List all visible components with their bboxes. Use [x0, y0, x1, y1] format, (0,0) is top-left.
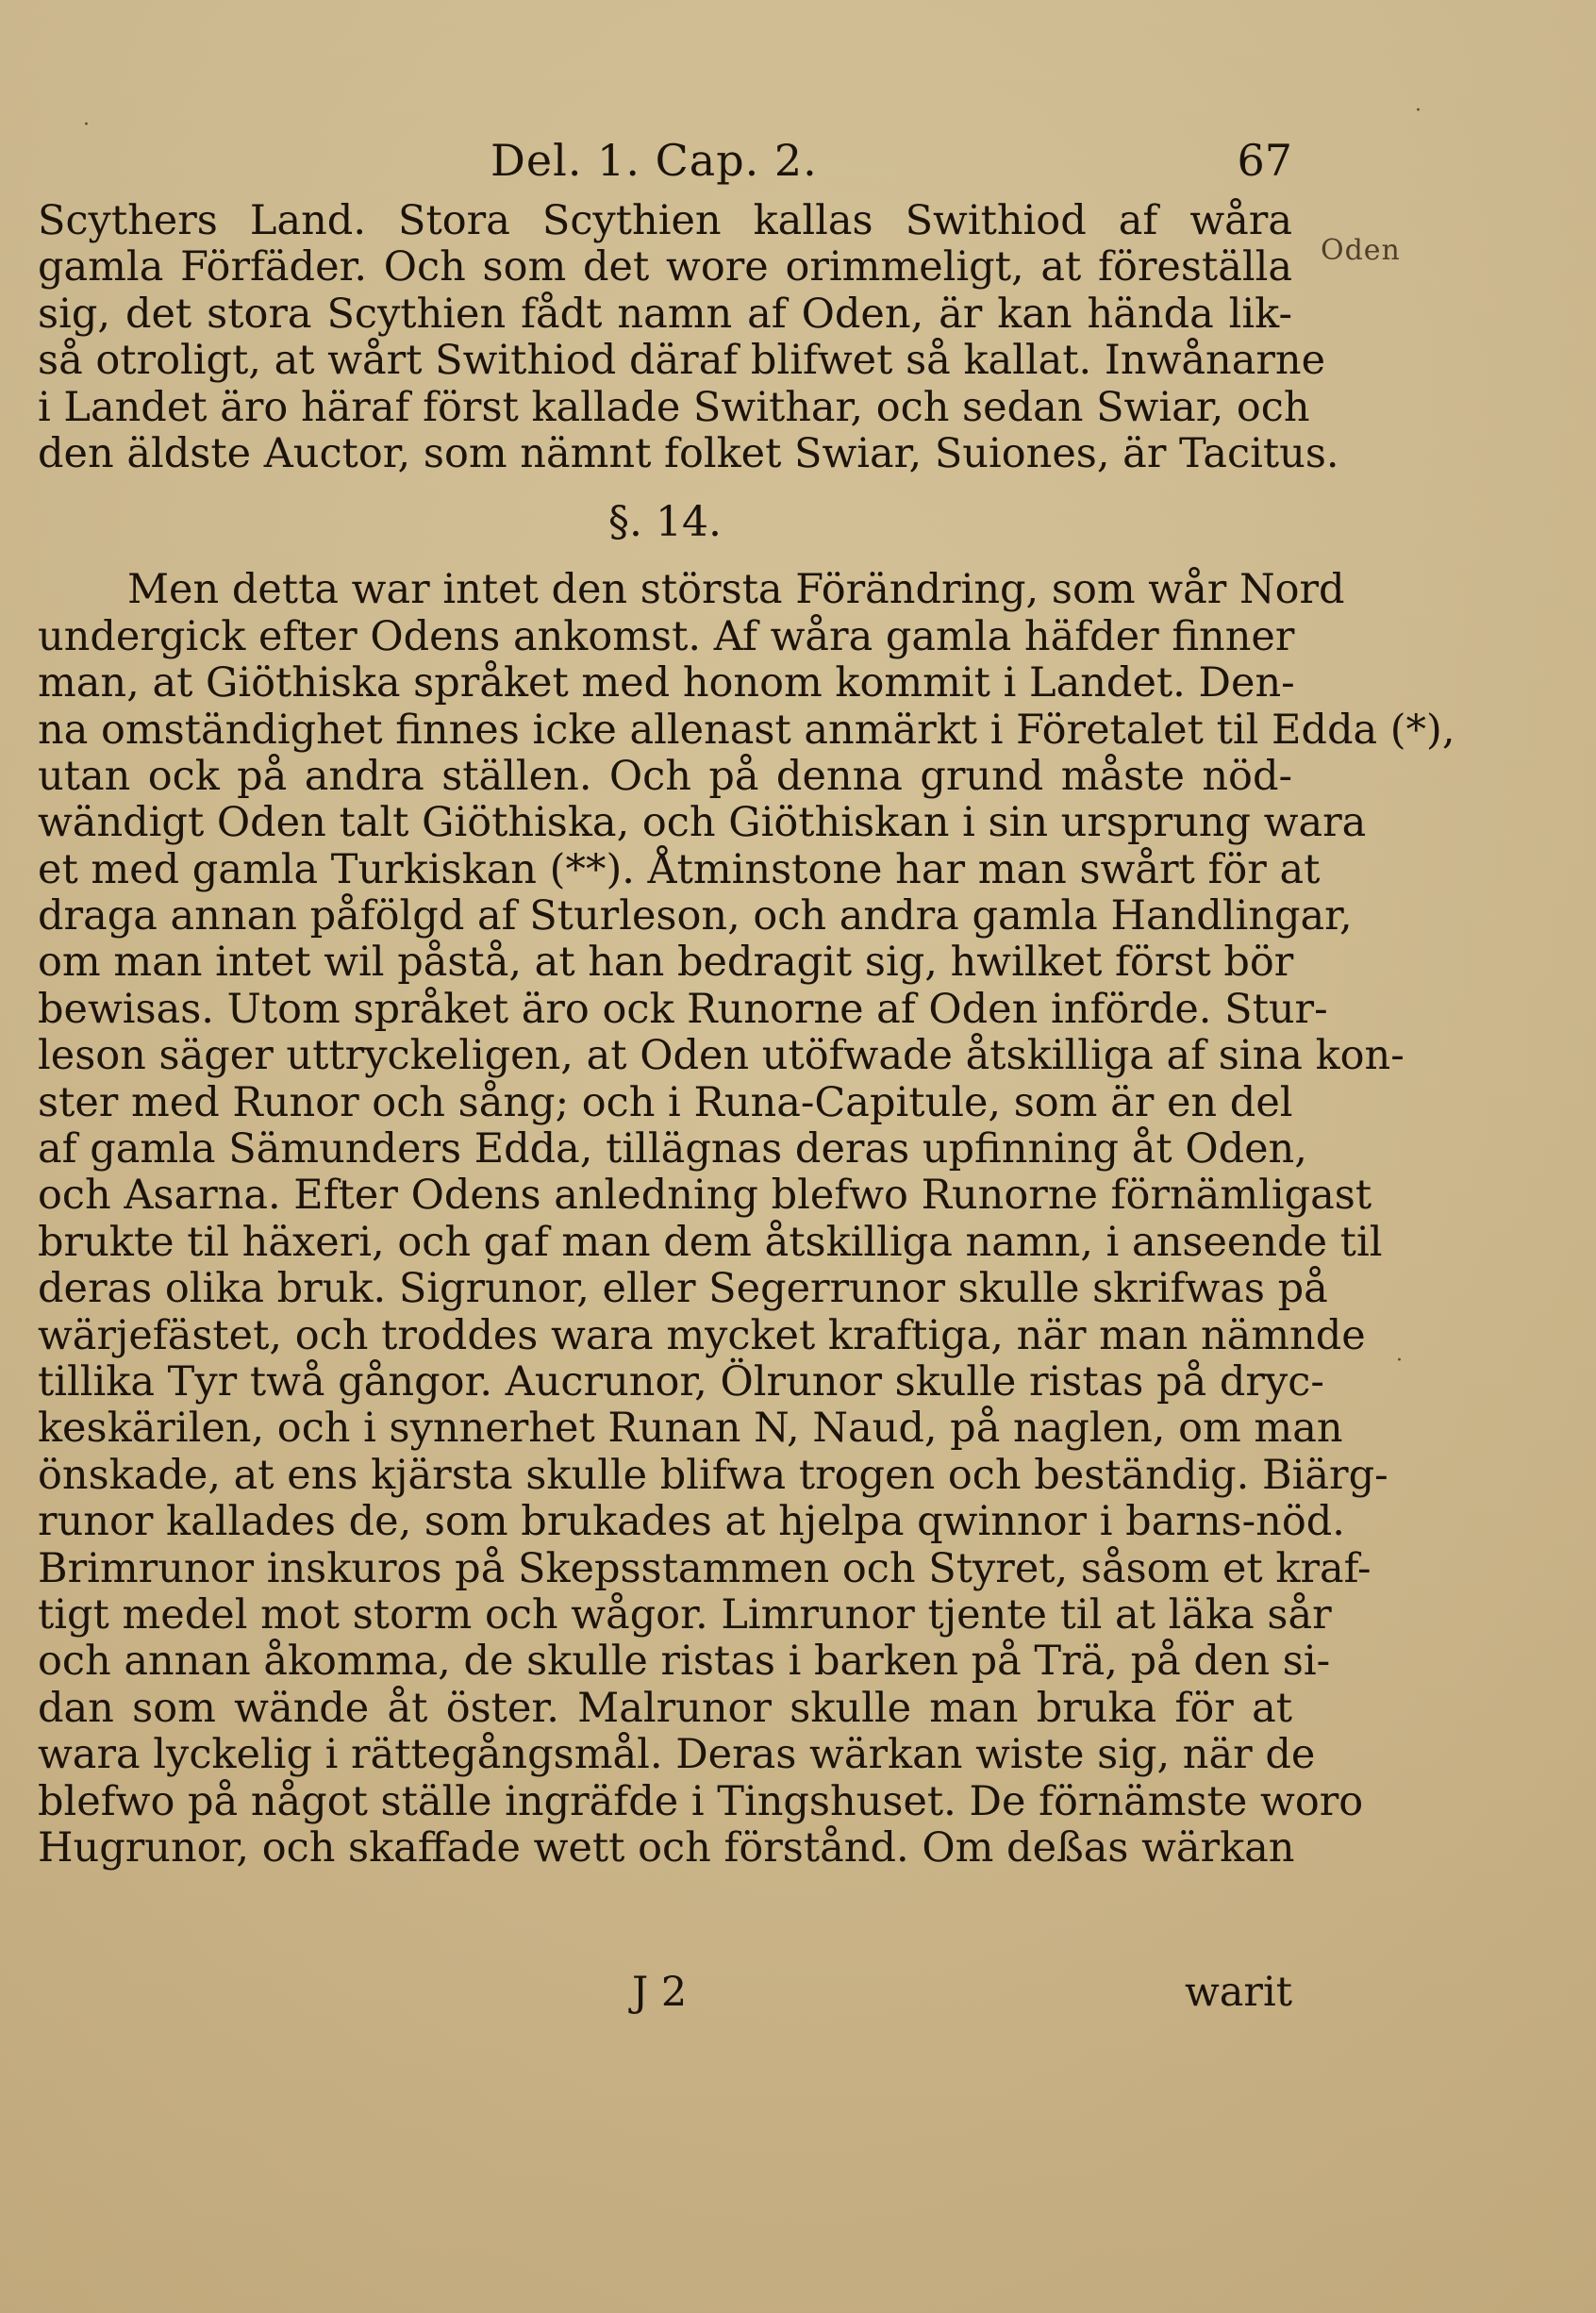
page-number: 67 — [1237, 135, 1292, 186]
paragraph-section-14 — [38, 566, 1455, 1872]
text-line: så otroligt, at wårt Swithiod däraf blifwet så kallat. Inwånarne — [38, 337, 1326, 385]
text-line: bewisas. Utom språket äro ock Runorne af Oden införde. Stur- — [38, 985, 1328, 1033]
text-line: draga annan påfölgd af Sturleson, och andra gamla Handlingar, — [38, 892, 1353, 940]
text-line: Brimrunor inskuros på Skepsstammen och Styret, såsom et kraf- — [38, 1544, 1372, 1592]
text-line: sig, det stora Scythien fådt namn af Oden, är kan hända lik- — [38, 290, 1292, 338]
paper-fleck: · — [1415, 99, 1421, 123]
text-line: tillika Tyr twå gångor. Aucrunor, Ölrunor skulle ristas på dryc- — [38, 1357, 1324, 1406]
text-line: keskärilen, och i synnerhet Runan N, Naud, på naglen, om man — [38, 1405, 1343, 1453]
margin-mark: Oden — [1321, 234, 1401, 267]
page-body — [38, 197, 1455, 1872]
text-line: af gamla Sämunders Edda, tillägnas deras upfinning åt Oden, — [38, 1125, 1307, 1173]
paper-fleck: · — [83, 113, 90, 137]
text-line: utan ock på andra ställen. Och på denna grund måste nöd- — [38, 752, 1292, 800]
text-line: dan som wände åt öster. Malrunor skulle man bruka för at — [38, 1684, 1292, 1732]
text-line: ster med Runor och sång; och i Runa-Capitule, som är en del — [38, 1078, 1293, 1126]
text-line: wändigt Oden talt Giöthiska, och Giöthiskan i sin ursprung wara — [38, 799, 1367, 847]
text-line: gamla Förfäder. Och som det wore orimmeligt, at föreställa — [38, 243, 1292, 291]
running-head: Del. 1. Cap. 2. — [490, 135, 818, 186]
paper-fleck: · — [1396, 1349, 1403, 1373]
catchword: warit — [1184, 1969, 1292, 2016]
text-line: leson säger uttryckeligen, at Oden utöfwade åtskilliga af sina kon- — [38, 1032, 1405, 1080]
text-line: wärjefästet, och troddes wara mycket kraftiga, när man nämnde — [38, 1311, 1366, 1359]
text-line: brukte til häxeri, och gaf man dem åtskilliga namn, i anseende til — [38, 1218, 1383, 1266]
text-line: och Asarna. Efter Odens anledning blefwo Runorne förnämligast — [38, 1172, 1372, 1220]
text-line: Hugrunor, och skaffade wett och förstånd. Om deßas wärkan — [38, 1823, 1295, 1872]
section-heading: §. 14. — [608, 498, 722, 547]
text-line: undergick efter Odens ankomst. Af wåra gamla häfder finner — [38, 612, 1295, 660]
text-line: Scythers Land. Stora Scythien kallas Swithiod af wåra — [38, 197, 1292, 244]
text-line: tigt medel mot storm och wågor. Limrunor tjente til at läka sår — [38, 1590, 1332, 1639]
paragraph-continued — [38, 197, 1339, 477]
text-line: deras olika bruk. Sigrunor, eller Segerrunor skulle skrifwas på — [38, 1265, 1328, 1313]
signature-mark: J 2 — [632, 1969, 688, 2016]
text-line: et med gamla Turkiskan (**). Åtminstone har man swårt för at — [38, 845, 1321, 893]
text-line: man, at Giöthiska språket med honom kommit i Landet. Den- — [38, 659, 1295, 707]
text-line: runor kallades de, som brukades at hjelpa qwinnor i barns-nöd. — [38, 1498, 1345, 1546]
text-line: na omständighet finnes icke allenast anmärkt i Företalet til Edda (*), — [38, 706, 1455, 754]
text-line: och annan åkomma, de skulle ristas i barken på Trä, på den si- — [38, 1638, 1331, 1686]
text-line: blefwo på något ställe ingräfde i Tingshuset. De förnämste woro — [38, 1777, 1364, 1825]
text-line: önskade, at ens kjärsta skulle blifwa trogen och beständig. Biärg- — [38, 1451, 1388, 1499]
text-line: om man intet wil påstå, at han bedragit sig, hwilket först bör — [38, 939, 1294, 987]
text-line: i Landet äro häraf först kallade Swithar, och sedan Swiar, och — [38, 383, 1310, 431]
text-line: wara lyckelig i rättegångsmål. Deras wärkan wiste sig, när de — [38, 1731, 1316, 1779]
text-line: Men detta war intet den största Förändring, som wår Nord — [127, 566, 1345, 614]
text-line: den äldste Auctor, som nämnt folket Swiar, Suiones, är Tacitus. — [38, 429, 1339, 477]
